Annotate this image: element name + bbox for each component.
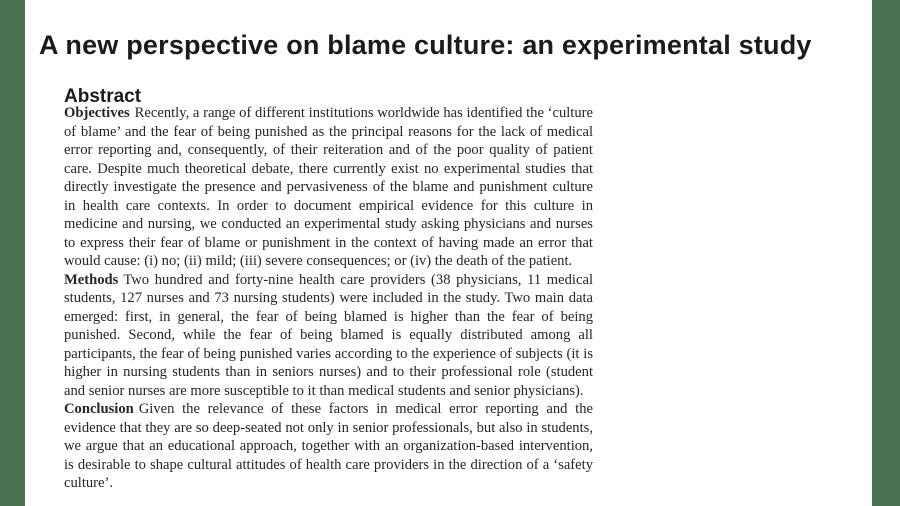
abstract-body — [64, 104, 593, 493]
paragraph-text-methods: Two hundred and forty-nine health care providers (38 physicians, 11 medical students, 127 nurses and 73 nursing students) were included in the study. Two main data emerged: first, in general, the fear of being blamed is higher than the fear of being punished. Second, while the fear of being blamed is equally distributed among all participants, the fear of being punished varies according to the experience of subjects (it is higher in nursing students than in seniors nurses) and to their professional role (student and senior nurses are more susceptible to it than medical students and senior physicians). — [64, 271, 593, 399]
abstract-paragraph-objectives — [64, 104, 593, 271]
right-margin-bar — [872, 0, 900, 506]
paragraph-lead-methods: Methods — [64, 271, 119, 288]
paragraph-lead-objectives: Objectives — [64, 105, 130, 121]
abstract-paragraph-conclusion — [64, 400, 593, 493]
left-margin-bar — [0, 0, 25, 506]
abstract-heading: Abstract — [64, 85, 142, 107]
article-title: A new perspective on blame culture: an experimental study — [39, 30, 812, 61]
paragraph-text-objectives: Recently, a range of different institutions worldwide has identified the ‘culture of blame’ and the fear of being punished as the principal reasons for the lack of medical error reporting and, consequently, of their reiteration and of the poor quality of patient care. Despite much theoretical debate, there currently exist no experimental studies that directly investigate the presence and pervasiveness of the blame and punishment culture in health care contexts. In order to document empirical evidence for this culture in medicine and nursing, we conducted an experimental study asking physicians and nurses to express their fear of blame or punishment in the context of having made an error that would cause: (i) no; (ii) mild; (iii) severe consequences; or (iv) the death of the patient. — [64, 105, 593, 269]
paragraph-lead-conclusion: Conclusion — [64, 401, 134, 417]
paragraph-text-conclusion: Given the relevance of these factors in medical error reporting and the evidence that they are so deep-seated not only in senior professionals, but also in students, we argue that an educational approach, together with an organization-based intervention, is desirable to shape cultural attitudes of health care providers in the direction of a ‘safety culture’. — [64, 401, 593, 491]
abstract-paragraph-methods — [64, 271, 593, 401]
